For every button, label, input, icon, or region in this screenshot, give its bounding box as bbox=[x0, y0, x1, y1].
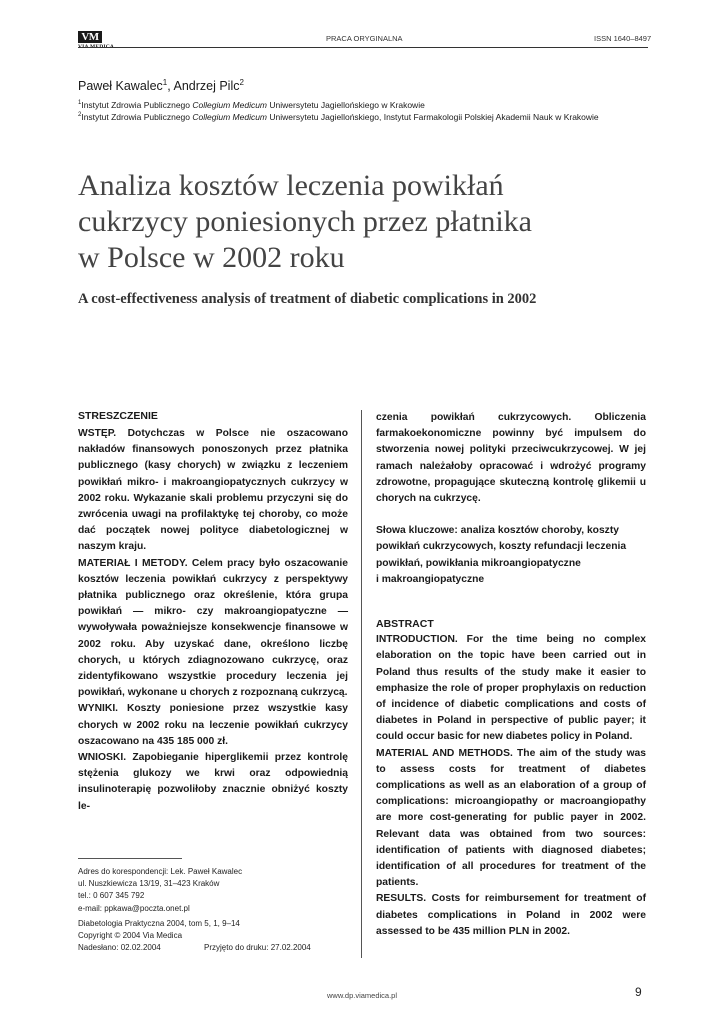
streszczenie-paragraph: MATERIAŁ I METODY. Celem pracy było oszacowanie kosztów leczenia powikłań cukrzycy z perspektywy płatnika publicznego oraz określenie, która grupa powikłań — mikro- czy makroangiopatyczne — wywoływała poważniejsze konsekwencje finansowe w 2002 roku. Aby uzyskać dane, określono liczbę chorych, u których zdiagnozowano cukrzycę, oraz zidentyfikowano wszystkie procedury leczenia jej powikłań, wykonane u chorych z rozpoznaną cukrzycą. bbox=[78, 557, 348, 699]
streszczenie-paragraph: WSTĘP. Dotychczas w Polsce nie oszacowano nakładów finansowych ponoszonych przez płatnika publicznego (kasy chorych) w związku z leczeniem powikłań mikro- i makroangiopatycznych cukrzycy w 2002 roku. Wykazanie skali problemu przyczyni się do zwrócenia uwagi na profilaktykę tej choroby, co może dać początek nowej polityce diabetologicznej w naszym kraju. bbox=[78, 428, 348, 553]
keywords-line: powikłań cukrzycowych, koszty refundacji leczenia bbox=[376, 541, 627, 553]
logo-mark: VM bbox=[78, 31, 102, 43]
copyright-line: Copyright © 2004 Via Medica bbox=[78, 931, 183, 941]
streszczenie-paragraph: WNIOSKI. Zapobieganie hiperglikemii przez kontrolę stężenia glukozy we krwi oraz odpowiednią insulinoterapię pozwoliłoby znacznie obniżyć koszty le- bbox=[78, 752, 348, 812]
abstract-heading: ABSTRACT bbox=[376, 618, 434, 631]
author-separator: , bbox=[167, 79, 174, 94]
english-title: A cost-effectiveness analysis of treatment of diabetic complications in 2002 bbox=[78, 291, 537, 307]
title-line: cukrzycy poniesionych przez płatnika bbox=[78, 205, 532, 238]
received-date: Nadesłano: 02.02.2004 bbox=[78, 943, 161, 953]
footer-url: www.dp.viamedica.pl bbox=[326, 991, 398, 1000]
keywords-line: Słowa kluczowe: analiza kosztów choroby, koszty bbox=[376, 525, 619, 537]
author-sup: 1 bbox=[162, 78, 168, 87]
streszczenie-paragraph: WYNIKI. Koszty poniesione przez wszystkie kasy chorych w 2002 roku na leczenie powikłań cukrzycy oszacowano na 435 185 000 zł. bbox=[78, 703, 348, 747]
affiliation-text: Instytut Zdrowia Publicznego bbox=[81, 99, 193, 110]
affiliation-italic: Collegium Medicum bbox=[192, 99, 268, 110]
title-line: w Polsce w 2002 roku bbox=[78, 241, 345, 274]
author-name: Andrzej Pilc bbox=[173, 79, 240, 94]
author-name: Paweł Kawalec bbox=[78, 79, 163, 94]
affiliation-1 bbox=[78, 98, 425, 111]
affiliation-text: Uniwersytetu Jagiellońskiego, Instytut Farmakologii Polskiej Akademii Nauk w Krakowie bbox=[267, 111, 599, 122]
affiliation-sup: 1 bbox=[78, 100, 82, 106]
affiliation-sup: 2 bbox=[78, 112, 82, 118]
email-line: e-mail: ppkawa@poczta.onet.pl bbox=[78, 903, 190, 913]
abstract-paragraph: INTRODUCTION. For the time being no complex elaboration on the topic have been carried out in Poland thus results of the study make it easier to emphasize the role of proper prophylaxis on reduction of incidence of diabetic complications and costs of diabetes in Poland in perspective of public payer; it could occur basic for new diabetes policy in Poland. bbox=[376, 634, 646, 743]
right-column bbox=[376, 410, 646, 940]
correspondence-line: Adres do korespondencji: Lek. Paweł Kawalec bbox=[78, 867, 243, 876]
streszczenie-body bbox=[78, 426, 348, 815]
abstract-paragraph: RESULTS. Costs for reimbursement for treatment of diabetes complications in Poland in 2002 were assessed to be 435 million PLN in 2002. bbox=[376, 893, 646, 937]
header-rule bbox=[78, 47, 648, 48]
authors bbox=[78, 78, 244, 93]
article-title bbox=[78, 168, 638, 276]
issn: ISSN 1640–8497 bbox=[594, 34, 652, 43]
article-type: PRACA ORYGINALNA bbox=[326, 34, 403, 43]
footnote-rule bbox=[78, 858, 182, 859]
affiliation-2 bbox=[78, 110, 599, 123]
keywords-line: i makroangiopatyczne bbox=[376, 573, 485, 585]
keywords bbox=[376, 523, 646, 588]
column-divider bbox=[361, 410, 362, 958]
journal-citation: Diabetologia Praktyczna 2004, tom 5, 1, 9–14 bbox=[78, 918, 240, 928]
author-sup: 2 bbox=[239, 78, 244, 87]
logo-text: VIA MEDICA bbox=[78, 44, 115, 50]
affiliation-text: Uniwersytetu Jagiellońskiego w Krakowie bbox=[267, 99, 425, 110]
affiliation-text: Instytut Zdrowia Publicznego bbox=[81, 111, 193, 122]
page-number: 9 bbox=[635, 985, 642, 999]
footnote bbox=[78, 866, 311, 954]
streszczenie-heading: STRESZCZENIE bbox=[78, 410, 158, 422]
title-line: Analiza kosztów leczenia powikłań bbox=[78, 169, 504, 202]
phone-line: tel.: 0 607 345 792 bbox=[78, 891, 145, 901]
dates-line bbox=[78, 942, 311, 954]
abstract-paragraph: MATERIAL AND METHODS. The aim of the study was to assess costs for treatment of diabetes complications as well as an elaboration of a group of complications: microangiopathy or macroangiopathy are more cost-generating for public payer in 2002. Relevant data was obtained from two sources: identification of patients with diagnosed diabetes; identification of all procedures for treatment of the patients. bbox=[376, 747, 646, 889]
affiliation-italic: Collegium Medicum bbox=[192, 111, 268, 122]
keywords-line: powikłań, powikłania mikroangiopatyczne bbox=[376, 557, 581, 569]
streszczenie-continuation: czenia powikłań cukrzycowych. Obliczenia farmakoekonomiczne powinny być impulsem do stworzenia nowej polityki przeciwcukrzycowej. W jej ramach należałoby opracować i wdrożyć programy zdrowotne, propagujące skuteczną kontrolę glikemii u chorych na cukrzycę. bbox=[376, 412, 646, 505]
address-line: ul. Nuszkiewicza 13/19, 31–423 Kraków bbox=[78, 879, 220, 889]
accepted-date: Przyjęto do druku: 27.02.2004 bbox=[204, 943, 311, 953]
